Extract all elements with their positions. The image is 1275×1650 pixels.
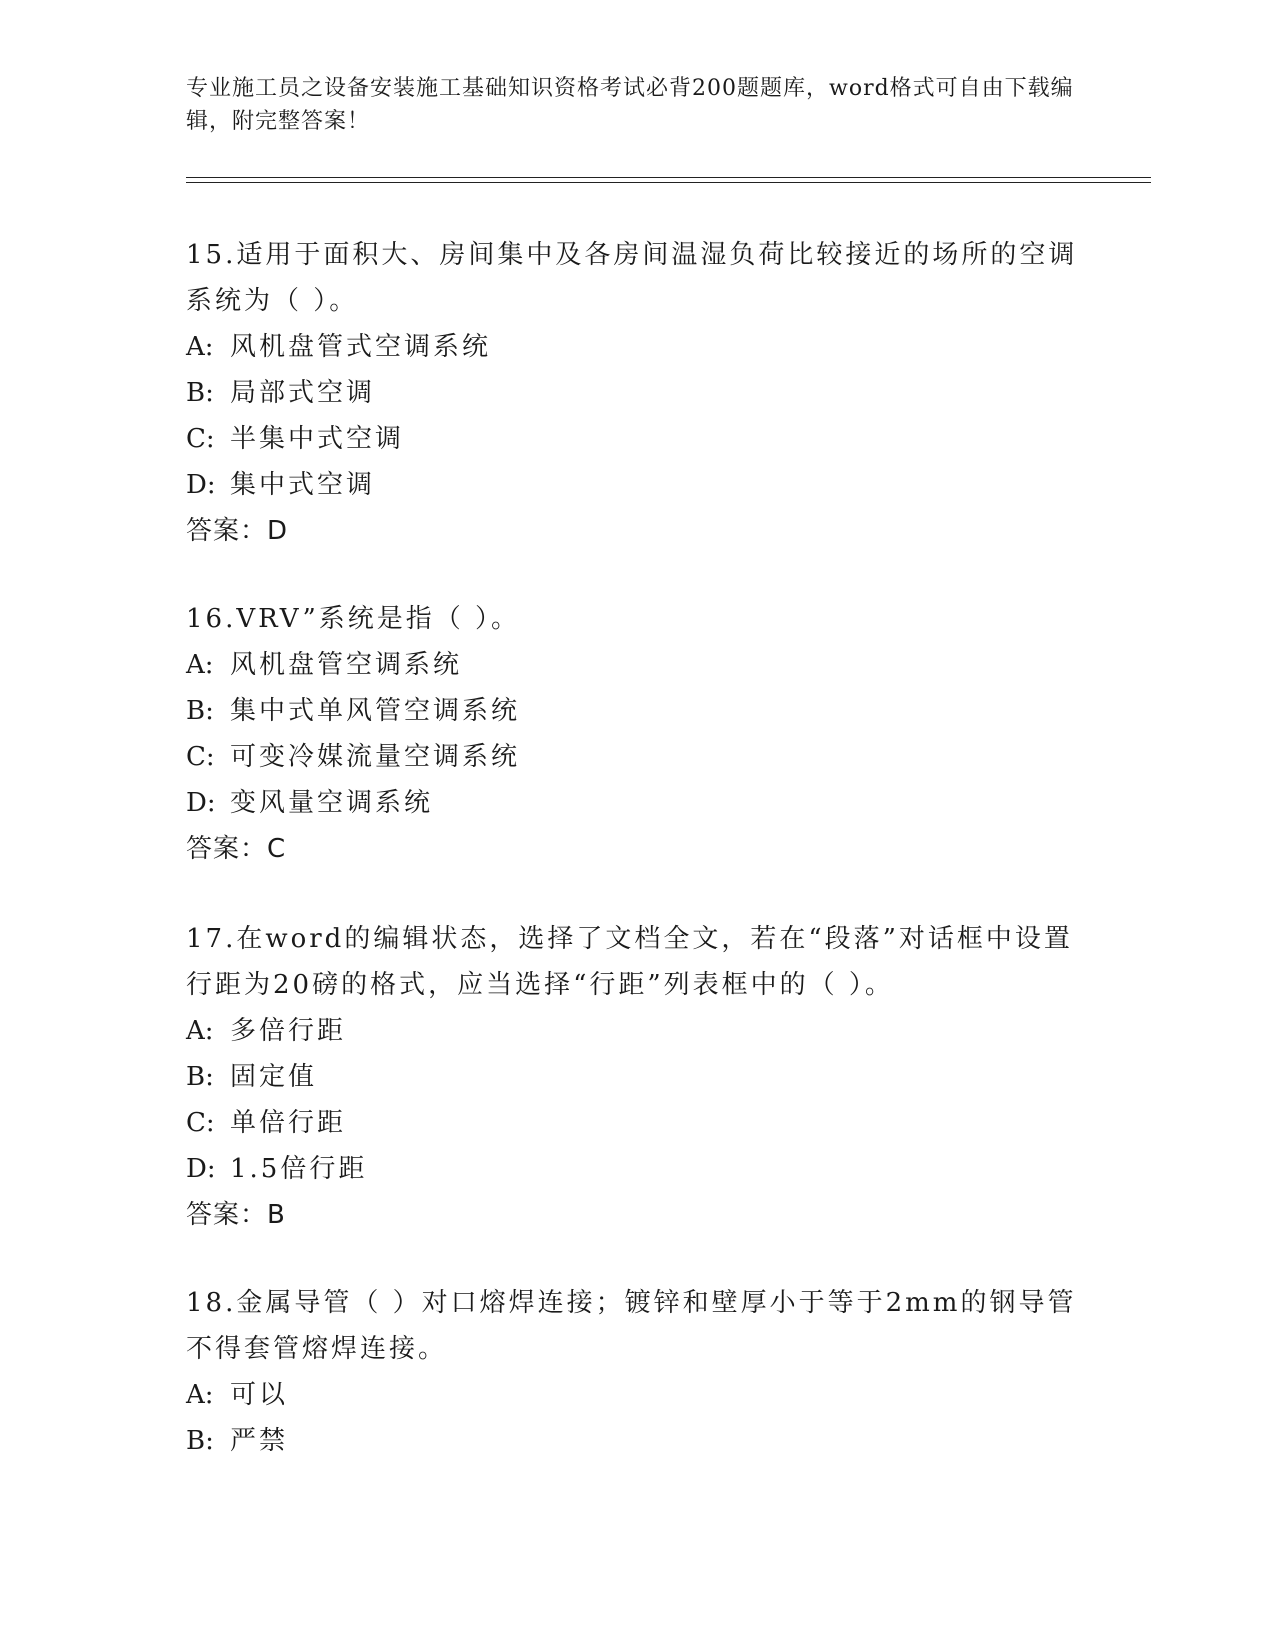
option-letter: A:: [186, 332, 214, 362]
option-letter: C:: [186, 742, 215, 772]
document-header: 专业施工员之设备安装施工基础知识资格考试必背200题题库，word格式可自由下载编辑，附完整答案！: [186, 76, 1074, 134]
option-letter: B:: [186, 378, 214, 408]
option-d: [186, 780, 1086, 826]
option-a: [186, 1008, 1086, 1054]
question-stem: 15.适用于面积大、房间集中及各房间温湿负荷比较接近的场所的空调系统为（ ）。: [186, 240, 1078, 316]
option-b: [186, 1054, 1086, 1100]
option-text: 1.5倍行距: [230, 1154, 368, 1184]
option-text: 局部式空调: [230, 378, 376, 408]
option-letter: B:: [186, 1062, 214, 1092]
question-15: [186, 232, 1086, 554]
answer-line: 答案：C: [186, 834, 287, 864]
option-text: 半集中式空调: [230, 424, 405, 454]
option-letter: C:: [186, 424, 215, 454]
header-divider-bottom: [186, 182, 1151, 183]
option-text: 单倍行距: [230, 1108, 347, 1138]
option-d: [186, 462, 1086, 508]
option-a: [186, 1372, 1086, 1418]
option-c: [186, 1100, 1086, 1146]
option-text: 集中式单风管空调系统: [230, 696, 521, 726]
option-text: 集中式空调: [230, 470, 376, 500]
option-c: [186, 416, 1086, 462]
question-stem: 16.VRV”系统是指（ ）。: [186, 604, 521, 634]
header-divider-top: [186, 177, 1151, 178]
option-letter: C:: [186, 1108, 215, 1138]
question-16: [186, 596, 1086, 872]
answer-line: 答案：B: [186, 1200, 286, 1230]
question-17: [186, 916, 1086, 1238]
answer-line: 答案：D: [186, 516, 289, 546]
option-text: 严禁: [230, 1426, 289, 1456]
option-text: 风机盘管式空调系统: [230, 332, 492, 362]
option-b: [186, 688, 1086, 734]
option-letter: B:: [186, 1426, 214, 1456]
option-c: [186, 734, 1086, 780]
option-b: [186, 1418, 1086, 1464]
question-18: [186, 1280, 1086, 1464]
option-letter: B:: [186, 696, 214, 726]
option-a: [186, 324, 1086, 370]
question-stem: 18.金属导管（ ）对口熔焊连接；镀锌和壁厚小于等于2mm的钢导管不得套管熔焊连接。: [186, 1288, 1077, 1364]
option-text: 固定值: [230, 1062, 318, 1092]
option-letter: A:: [186, 650, 214, 680]
option-text: 变风量空调系统: [230, 788, 434, 818]
option-letter: A:: [186, 1016, 214, 1046]
option-letter: D:: [186, 470, 216, 500]
option-letter: D:: [186, 788, 216, 818]
option-letter: A:: [186, 1380, 214, 1410]
option-text: 多倍行距: [230, 1016, 347, 1046]
option-text: 可变冷媒流量空调系统: [230, 742, 521, 772]
option-text: 风机盘管空调系统: [230, 650, 463, 680]
option-d: [186, 1146, 1086, 1192]
option-a: [186, 642, 1086, 688]
option-text: 可以: [230, 1380, 289, 1410]
option-letter: D:: [186, 1154, 216, 1184]
question-stem: 17.在word的编辑状态，选择了文档全文，若在“段落”对话框中设置行距为20磅的格式，应当选择“行距”列表框中的（ ）。: [186, 924, 1073, 1000]
option-b: [186, 370, 1086, 416]
